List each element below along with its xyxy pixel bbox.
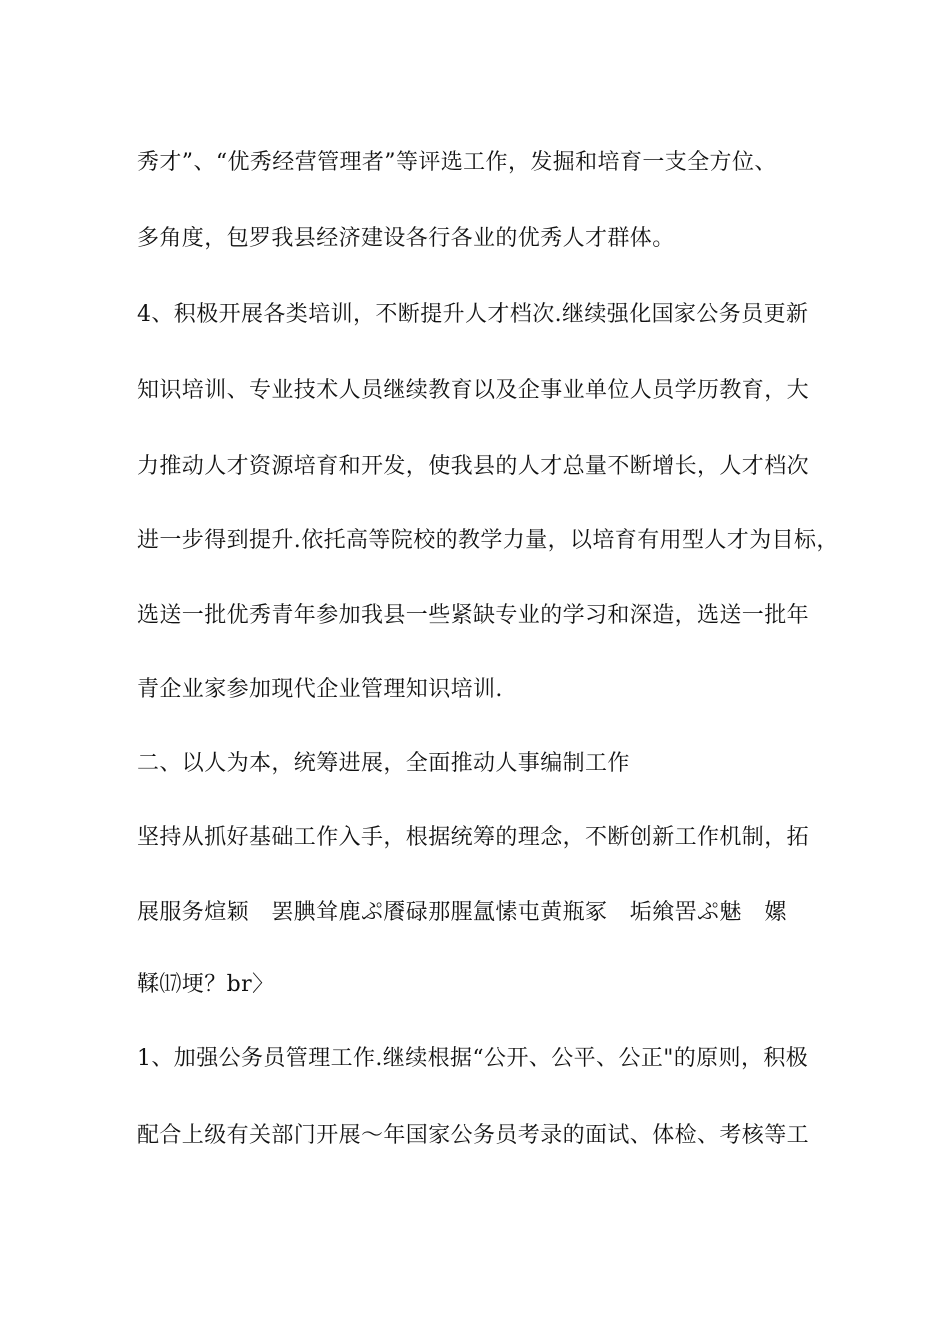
text-line-12: 鞣⒄埂？br〉 xyxy=(137,972,275,997)
text-line-7: 选送一批优秀青年参加我县一些紧缺专业的学习和深造，选送一批年 xyxy=(137,603,810,628)
text-line-2: 多角度，包罗我县经济建设各行各业的优秀人才群体。 xyxy=(137,226,675,251)
text-line-5: 力推动人才资源培育和开发，使我县的人才总量不断增长，人才档次 xyxy=(137,454,810,479)
text-line-14: 配合上级有关部门开展～年国家公务员考录的面试、体检、考核等工 xyxy=(137,1123,810,1148)
section-heading: 二、以人为本，统筹进展，全面推动人事编制工作 xyxy=(137,751,630,776)
text-line-6: 进一步得到提升.依托高等院校的教学力量，以培育有用型人才为目标， xyxy=(137,528,839,553)
text-line-1: 秀才”、“优秀经营管理者”等评选工作，发掘和培育一支全方位、 xyxy=(137,150,777,175)
text-line-3: 4、积极开展各类培训，不断提升人才档次.继续强化国家公务员更新 xyxy=(137,302,809,327)
text-line-10: 坚持从抓好基础工作入手，根据统筹的理念，不断创新工作机制，拓 xyxy=(137,825,810,850)
text-line-4: 知识培训、专业技术人员继续教育以及企事业单位人员学历教育，大 xyxy=(137,378,810,403)
text-line-11: 展服务煊颖 罢腆耸鹿ぷ餍碌那腥氲愫屯黄瓶冢 垢飨罟ぷ魅 嫘 xyxy=(137,900,787,925)
text-line-8: 青企业家参加现代企业管理知识培训. xyxy=(137,677,503,702)
text-line-13: 1、加强公务员管理工作.继续根据“公开、公平、公正"的原则，积极 xyxy=(137,1046,809,1071)
